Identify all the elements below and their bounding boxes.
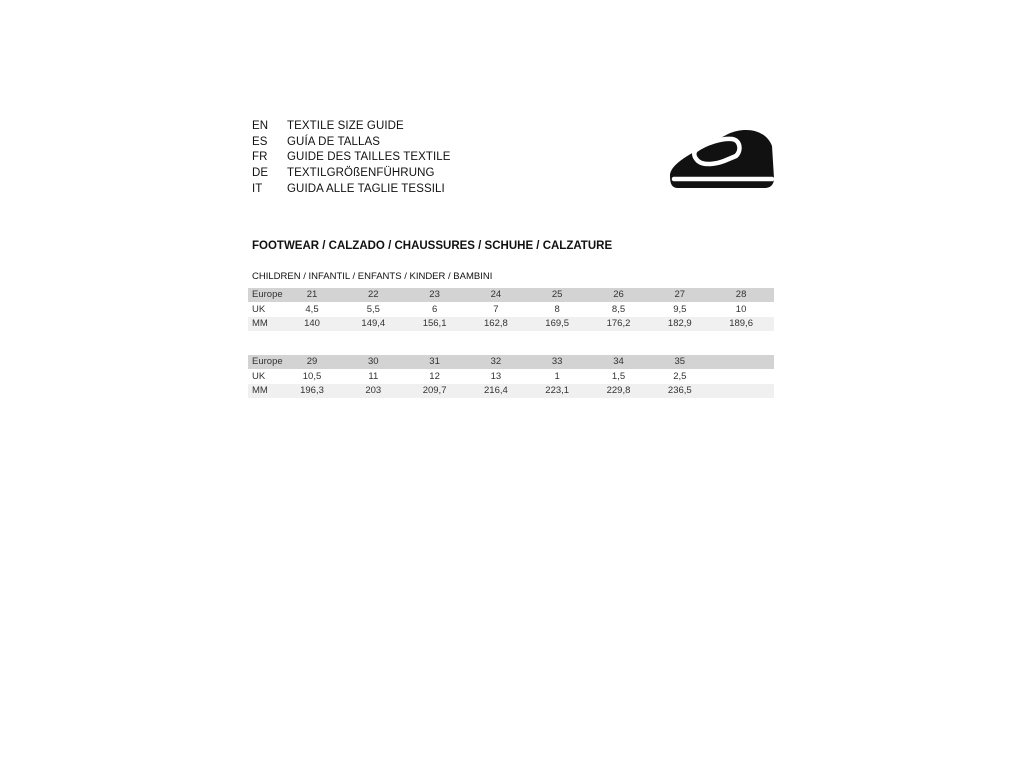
size-cell: 13: [490, 370, 502, 382]
size-cell: 182,9: [667, 318, 692, 330]
size-cell: 25: [551, 289, 563, 300]
size-cell: 12: [429, 370, 440, 382]
size-row-mm: [248, 384, 774, 398]
size-row-label: Europe: [252, 289, 283, 300]
footwear-heading: FOOTWEAR / CALZADO / CHAUSSURES / SCHUHE / CALZATURE: [252, 240, 613, 252]
size-cell: 8,5: [611, 303, 626, 315]
size-cell: 149,4: [361, 318, 386, 330]
language-row-it: [252, 181, 451, 197]
size-cell: 8: [554, 303, 560, 315]
size-cell: 11: [368, 370, 379, 382]
size-cell: 34: [613, 356, 624, 367]
size-cell: 30: [368, 356, 379, 367]
size-cell: 23: [429, 289, 440, 300]
size-cell: 2,5: [673, 370, 687, 382]
size-cell: 7: [493, 303, 499, 315]
size-cell: 156,1: [422, 318, 447, 330]
size-cell: 203: [365, 385, 382, 397]
size-cell: 26: [613, 289, 624, 300]
size-row-mm: [248, 317, 774, 331]
size-cell: 1: [554, 370, 560, 382]
size-cell: 10,5: [302, 370, 322, 382]
size-cell: 10: [735, 303, 747, 315]
size-cell: 29: [306, 356, 318, 367]
language-row-de: [252, 165, 451, 181]
language-title: GUIDE DES TAILLES TEXTILE: [287, 151, 451, 164]
size-cell: 5,5: [366, 303, 380, 315]
size-cell: 4,5: [305, 303, 319, 315]
size-cell: 32: [490, 356, 502, 367]
size-table: [248, 288, 774, 332]
size-cell: 223,1: [545, 385, 570, 397]
size-cell: 169,5: [545, 318, 570, 330]
language-title: GUÍA DE TALLAS: [287, 135, 381, 148]
language-title: TEXTILGRÖßENFÜHRUNG: [287, 167, 435, 180]
size-table: [248, 355, 774, 399]
size-cell: 176,2: [606, 318, 631, 330]
language-code: ES: [252, 135, 268, 148]
size-cell: 209,7: [422, 385, 447, 397]
language-title: TEXTILE SIZE GUIDE: [287, 119, 404, 132]
size-cell: 189,6: [729, 318, 753, 330]
language-row-es: [252, 134, 451, 150]
size-cell: 236,5: [667, 385, 692, 397]
size-cell: 162,8: [484, 318, 508, 330]
language-title-list: [252, 118, 451, 197]
size-cell: 140: [304, 318, 320, 330]
language-title: GUIDA ALLE TAGLIE TESSILI: [287, 183, 445, 196]
size-row-europe: [248, 355, 774, 369]
size-row-uk: [248, 370, 774, 384]
size-cell: 24: [490, 289, 502, 300]
size-cell: 35: [674, 356, 686, 367]
language-code: FR: [252, 151, 268, 164]
language-row-en: [252, 118, 451, 134]
size-cell: 31: [429, 356, 440, 367]
language-code: IT: [252, 183, 263, 196]
size-cell: 28: [735, 289, 747, 300]
size-row-uk: [248, 303, 774, 317]
size-cell: 216,4: [484, 385, 508, 397]
size-cell: 1,5: [611, 370, 626, 382]
size-row-label: MM: [252, 385, 268, 397]
size-cell: 9,5: [673, 303, 687, 315]
size-cell: 196,3: [300, 385, 324, 397]
size-cell: 21: [306, 289, 318, 300]
children-subheading: CHILDREN / INFANTIL / ENFANTS / KINDER / BAMBINI: [252, 271, 493, 282]
size-row-label: UK: [252, 303, 266, 315]
size-row-label: Europe: [252, 356, 283, 367]
children-velcro-shoe-icon: [668, 128, 776, 192]
size-cell: 6: [431, 303, 438, 315]
language-code: EN: [252, 119, 269, 132]
size-cell: 229,8: [606, 385, 631, 397]
size-row-label: MM: [252, 318, 268, 330]
size-cell: 27: [674, 289, 686, 300]
language-row-fr: [252, 150, 451, 166]
size-cell: 22: [368, 289, 379, 300]
size-row-europe: [248, 288, 774, 302]
size-row-label: UK: [252, 370, 266, 382]
size-cell: 33: [551, 356, 563, 367]
language-code: DE: [252, 167, 269, 180]
